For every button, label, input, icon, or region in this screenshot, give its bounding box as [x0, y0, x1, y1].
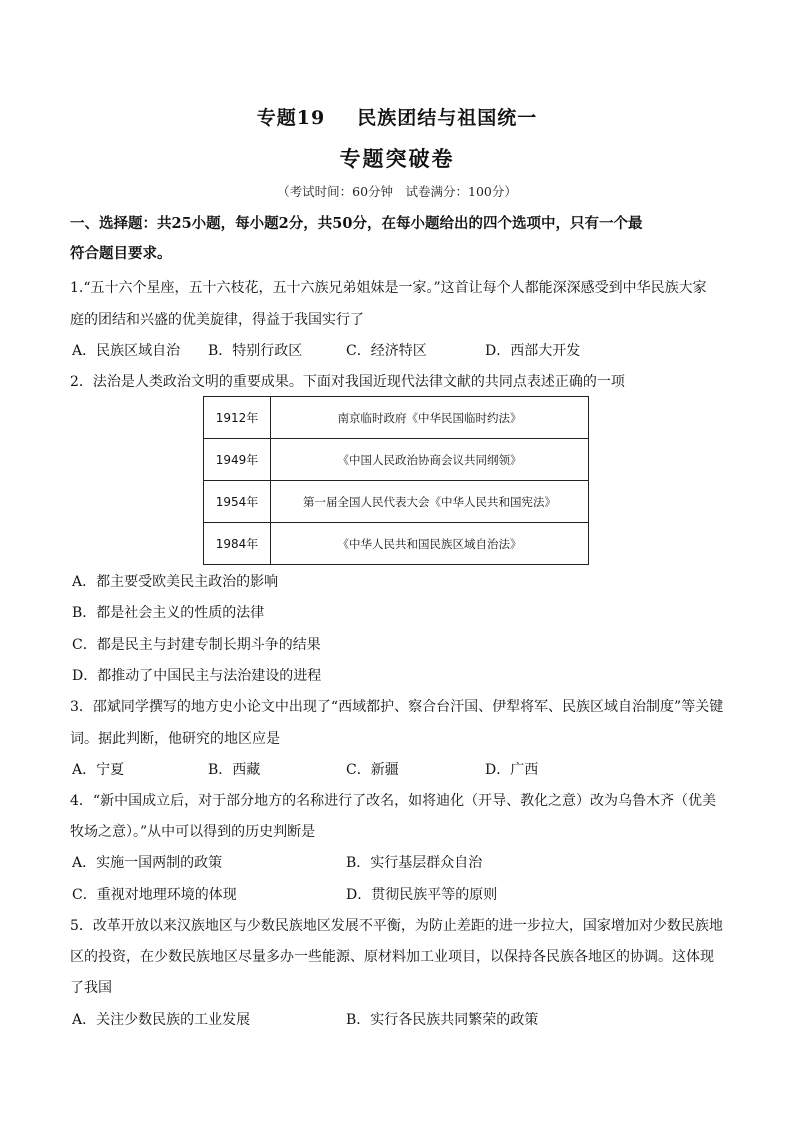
table-cell-document: 《中国人民政治协商会议共同纲领》 [271, 439, 589, 481]
page-subtitle: 专题突破卷 [339, 146, 455, 171]
table-row [204, 439, 589, 481]
exam-info: （考试时间：60分钟 试卷满分：100分） [277, 184, 517, 199]
question-3-text: 词。据此判断，他研究的地区应是 [70, 731, 280, 747]
question-5-text: 了我国 [70, 980, 112, 996]
question-1-option-b: B．特别行政区 [208, 343, 303, 359]
question-1-option-c: C．经济特区 [346, 343, 427, 359]
question-2-option-c: C．都是民主与封建专制长期斗争的结果 [72, 637, 321, 653]
question-4-text: 牧场之意）。”从中可以得到的历史判断是 [70, 824, 316, 840]
question-3-text: 3．邵斌同学撰写的地方史小论文中出现了“西域都护、察合台汗国、伊犁将军、民族区域自治制度”等关键 [70, 699, 724, 715]
question-5-text: 区的投资，在少数民族地区尽量多办一些能源、原材料加工业项目，以保持各民族各地区的协调。这体现 [70, 949, 714, 965]
question-4-option-d: D．贯彻民族平等的原则 [346, 887, 498, 903]
question-3-option-d: D．广西 [485, 762, 539, 778]
table-cell-document: 《中华人民共和国民族区域自治法》 [271, 523, 589, 565]
question-3-option-b: B．西藏 [208, 762, 261, 778]
section-heading-line: 一、选择题：共25小题，每小题2分，共50分，在每小题给出的四个选项中，只有一个最 [70, 215, 643, 232]
question-4-option-b: B．实行基层群众自治 [346, 855, 483, 871]
question-5-text: 5．改革开放以来汉族地区与少数民族地区发展不平衡，为防止差距的进一步拉大，国家增加对少数民族地 [70, 918, 723, 934]
table-cell-year: 1912年 [204, 397, 271, 439]
section-heading-line: 符合题目要求。 [70, 245, 172, 262]
question-4-option-c: C．重视对地理环境的体现 [72, 887, 237, 903]
question-1-text: 1.“五十六个星座，五十六枝花，五十六族兄弟姐妹是一家。”这首让每个人都能深深感受到中华民族大家 [70, 280, 707, 296]
question-2-option-b: B．都是社会主义的性质的法律 [72, 605, 265, 621]
topic-subject: 民族团结与祖国统一 [357, 107, 538, 129]
question-2-text: 2．法治是人类政治文明的重要成果。下面对我国近现代法律文献的共同点表述正确的一项 [70, 374, 625, 390]
question-2-option-a: A．都主要受欧美民主政治的影响 [72, 574, 279, 590]
question-2-option-d: D．都推动了中国民主与法治建设的进程 [72, 668, 322, 684]
page-title [0, 103, 794, 130]
table-cell-year: 1949年 [204, 439, 271, 481]
table-cell-year: 1954年 [204, 481, 271, 523]
section-heading [70, 209, 730, 269]
question-3-option-a: A．宁夏 [72, 762, 125, 778]
table-cell-document: 南京临时政府《中华民国临时约法》 [271, 397, 589, 439]
topic-number: 专题19 [256, 107, 326, 129]
question-1-text: 庭的团结和兴盛的优美旋律，得益于我国实行了 [70, 312, 364, 328]
question-4-text: 4．“新中国成立后，对于部分地方的名称进行了改名，如将迪化（开导、教化之意）改为乌鲁木齐（优美 [70, 793, 717, 809]
question-5-option-b: B．实行各民族共同繁荣的政策 [346, 1012, 539, 1028]
question-3-option-c: C．新疆 [346, 762, 399, 778]
question-1-option-d: D．西部大开发 [485, 343, 581, 359]
table-row [204, 481, 589, 523]
question-4-option-a: A．实施一国两制的政策 [72, 855, 223, 871]
table-cell-year: 1984年 [204, 523, 271, 565]
table-row [204, 523, 589, 565]
table-row [204, 397, 589, 439]
table-cell-document: 第一届全国人民代表大会《中华人民共和国宪法》 [271, 481, 589, 523]
question-5-option-a: A．关注少数民族的工业发展 [72, 1012, 251, 1028]
question-1-option-a: A．民族区域自治 [72, 343, 181, 359]
law-documents-table [203, 396, 589, 565]
